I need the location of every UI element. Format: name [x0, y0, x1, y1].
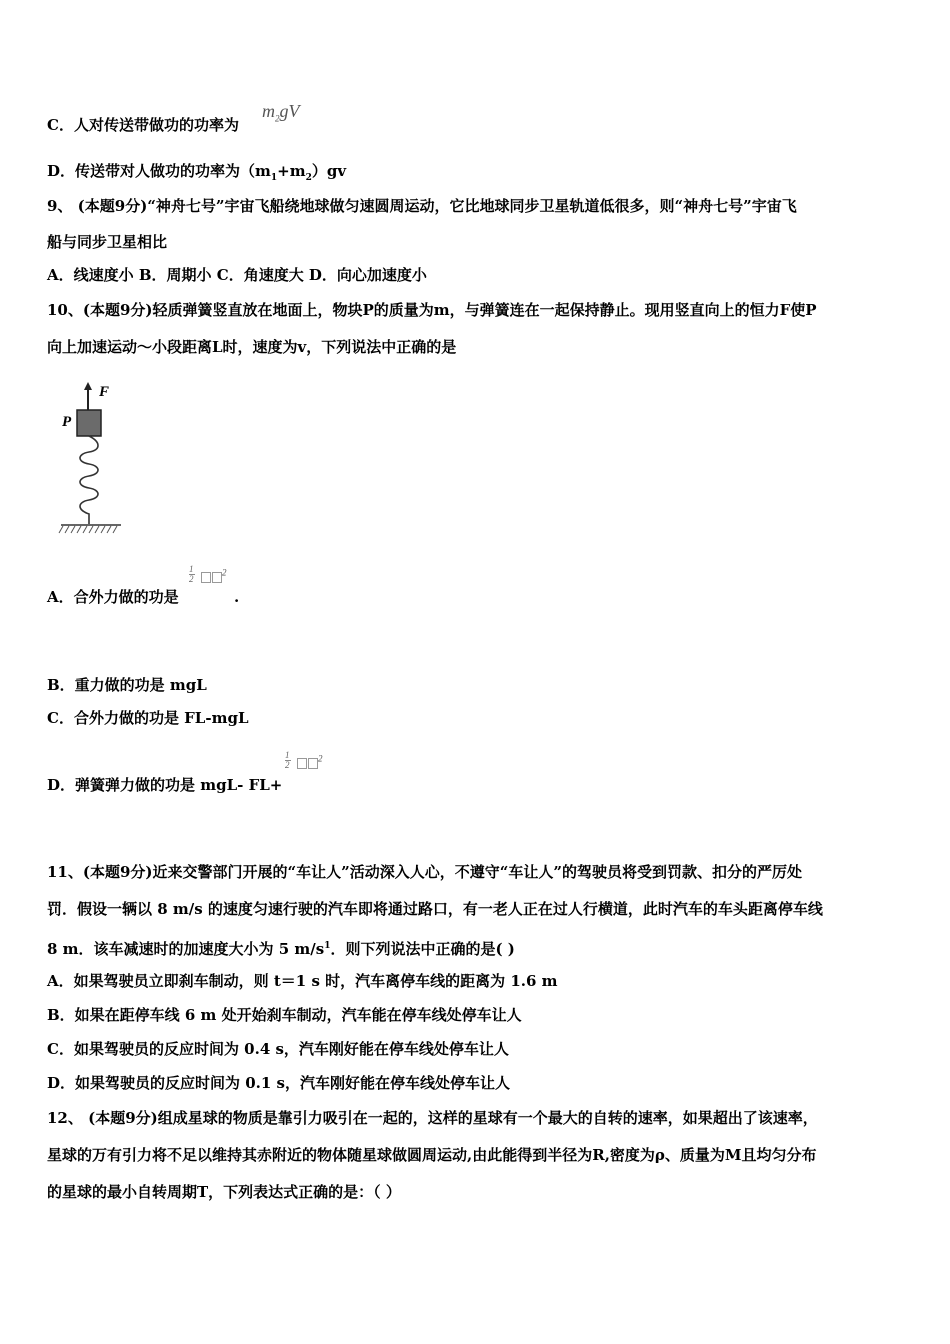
q10-option-d: D．弹簧弹力做的功是 mgL- FL+ — [47, 776, 283, 794]
q10-option-a-formula: $\frac{1}{2}$ — [189, 564, 194, 584]
q11-option-b: B．如果在距停车线 6 m 处开始刹车制动，汽车能在停车线处停车让人 — [47, 1006, 522, 1024]
q10-option-a: A．合外力做的功是 — [47, 588, 179, 606]
q11-option-d: D．如果驾驶员的反应时间为 0.1 s，汽车刚好能在停车线处停车让人 — [47, 1074, 510, 1092]
q10-option-b: B．重力做的功是 mgL — [47, 676, 207, 694]
figure-label-p: P — [62, 414, 72, 430]
q11-stem-line1: 11、(本题9分)近来交警部门开展的“车让人”活动深入人心，不遵守“车让人”的驾驶员将受到罚款、扣分的严厉处 — [47, 863, 803, 881]
q10-option-a-period: . — [234, 588, 240, 606]
q9-options: A．线速度小 B．周期小 C．角速度大 D．向心加速度小 — [47, 266, 427, 284]
q8-option-c: C．人对传送带做功的功率为 — [47, 116, 239, 134]
q12-stem-line1: 12、 (本题9分)组成星球的物质是靠引力吸引在一起的，这样的星球有一个最大的自转的速率，如果超出了该速率， — [47, 1109, 818, 1127]
q10-option-c: C．合外力做的功是 FL-mgL — [47, 709, 249, 727]
q10-option-d-boxes: 2 — [296, 753, 323, 772]
q9-stem-line1: 9、 (本题9分)“神舟七号”宇宙飞船绕地球做匀速圆周运动，它比地球同步卫星轨道低很多，则“神舟七号”宇宙飞 — [47, 197, 797, 215]
q9-stem-line2: 船与同步卫星相比 — [47, 233, 168, 251]
q8-option-c-formula: $m_2gV$ — [262, 101, 300, 124]
q11-stem-line2: 罚．假设一辆以 8 m/s 的速度匀速行驶的汽车即将通过路口，有一老人正在过人行横道，此时汽车的车头距离停车线 — [47, 900, 823, 918]
q12-stem-line2: 星球的万有引力将不足以维持其赤附近的物体随星球做圆周运动,由此能得到半径为R,密度为ρ、质量为M且均匀分布 — [47, 1146, 817, 1164]
q10-stem-line1: 10、(本题9分)轻质弹簧竖直放在地面上，物块P的质量为m，与弹簧连在一起保持静止。现用竖直向上的恒力F使P — [47, 301, 817, 319]
q10-stem-line2: 向上加速运动～小段距离L时，速度为v，下列说法中正确的是 — [47, 338, 457, 356]
spring-figure — [55, 380, 135, 540]
q11-stem-line3: 8 m．该车减速时的加速度大小为 5 $m/s^1$．则下列说法中正确的是( ) — [47, 940, 515, 958]
q8-option-d: D．传送带对人做功的功率为$(m_1+m_2)gv$ — [47, 162, 347, 183]
q10-option-a-boxes: 2 — [200, 567, 227, 586]
q12-stem-line3: 的星球的最小自转周期T，下列表达式正确的是：（ ） — [47, 1183, 401, 1201]
q11-option-c: C．如果驾驶员的反应时间为 0.4 s，汽车刚好能在停车线处停车让人 — [47, 1040, 509, 1058]
q11-option-a: A．如果驾驶员立即刹车制动，则 t＝1 s 时，汽车离停车线的距离为 1.6 m — [47, 972, 558, 990]
q10-option-d-formula: $\frac{1}{2}$ — [285, 750, 290, 770]
figure-label-f: F — [99, 384, 110, 400]
